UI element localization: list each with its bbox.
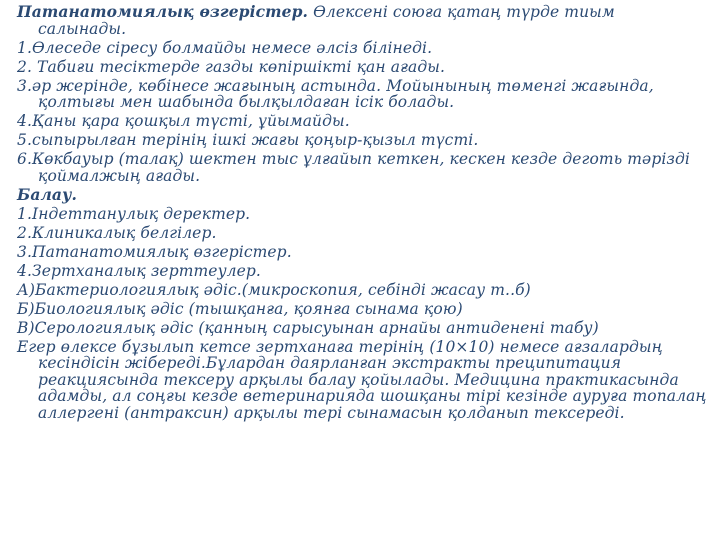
diagnosis-method-item: Б)Биологиялық әдіс (тышқанға, қоянға сынама қою) — [17, 299, 463, 318]
diagnosis-item: 4.Зертханалық зерттеулер. — [17, 261, 261, 280]
pathology-item: 6.Көкбауыр (талақ) шектен тыс ұлғайып кеткен, кескен кезде деготь тәрізді қоймалжың ағады. — [17, 150, 690, 185]
pathology-item: 1.Өлеседе сіресу болмайды немесе әлсіз білінеді. — [17, 38, 433, 57]
pathology-item: 4.Қаны қара қошқыл түсті, ұйымайды. — [17, 112, 350, 130]
pathology-heading: Патанатомиялық өзгерістер. — [17, 2, 309, 21]
slide-text-body — [17, 4, 707, 424]
diagnosis-item: 2.Клиникалық белгілер. — [17, 223, 217, 242]
pathology-heading-paragraph — [17, 4, 707, 37]
pathology-item: 3.әр жерінде, көбінесе жағының астында. Мойынының төменгі жағында, қолтығы мен шабында былқылдаған ісік болады. — [17, 76, 654, 111]
closing-paragraph: Егер өлексе бұзылып кетсе зертханаға терінің (10×10) немесе ағзалардың кесіндісін жібереді.Бұлардан даярланған экстракты преципитация реакциясында тексеру арқылы балау қойылады. Медицина практикасында адамды, ал соңғы кезде ветеринарияда шошқаны тірі кезінде ауруға топалаң аллергені (антраксин) арқылы тері сынамасын қолданып тексереді. — [17, 337, 707, 422]
pathology-intro-text: Өлексені союға қатаң түрде тиым салынады. — [38, 3, 615, 38]
diagnosis-item: 1.Індеттанулық деректер. — [17, 204, 251, 223]
diagnosis-method-item: В)Серологиялық әдіс (қанның сарысуынан арнайы антиденені табу) — [17, 318, 599, 337]
diagnosis-method-item: А)Бактериологиялық әдіс.(микроскопия, себінді жасау т..б) — [17, 280, 531, 299]
diagnosis-heading: Балау. — [17, 184, 77, 204]
pathology-item: 2. Табиғи тесіктерде газды көпіршікті қан ағады. — [17, 57, 446, 76]
pathology-item: 5.сыпырылған терінің ішкі жағы қоңыр-қызыл түсті. — [17, 131, 479, 149]
diagnosis-item: 3.Патанатомиялық өзгерістер. — [17, 242, 292, 261]
